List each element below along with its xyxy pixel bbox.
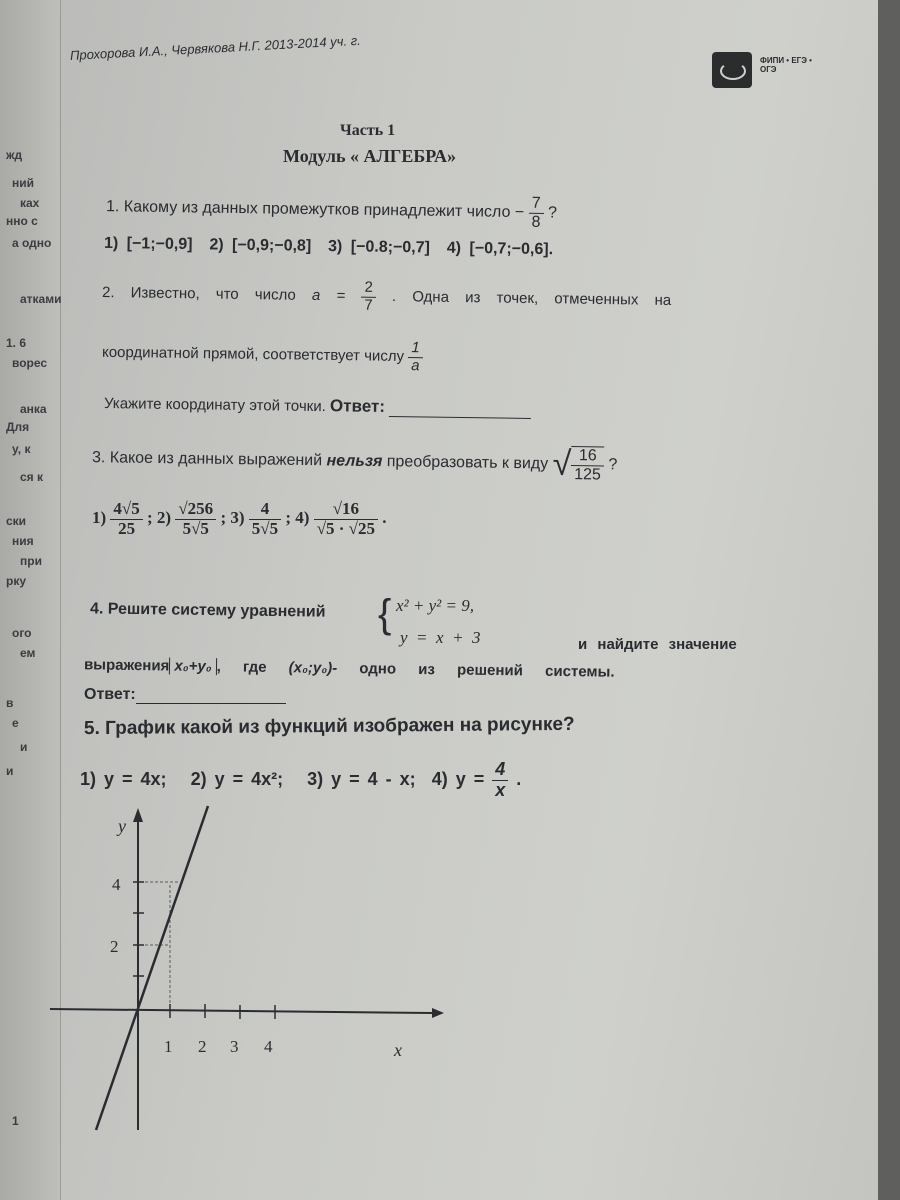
- margin-fragment: атками: [20, 292, 62, 306]
- q2-den2: a: [411, 356, 420, 374]
- q1-fraction: [528, 195, 543, 231]
- q2-denominator: 7: [364, 296, 373, 314]
- margin-fragment: у, к: [12, 442, 31, 456]
- margin-fragment: при: [20, 554, 42, 568]
- q5-opt4-label: 4) y =: [431, 769, 485, 790]
- q3-emphasis: нельзя: [326, 452, 383, 471]
- x-tick-label-3: 3: [230, 1037, 239, 1056]
- question-2: [102, 276, 672, 318]
- q3-opt4-num: √16: [314, 500, 378, 520]
- q4-answer: [84, 686, 286, 704]
- q5-options: [80, 760, 521, 801]
- margin-fragment: нно с: [6, 214, 38, 228]
- function-line: [96, 806, 208, 1130]
- q3-opt3-den: 5√5: [251, 518, 279, 538]
- header-authors: Прохорова И.А., Червякова Н.Г. 2013-2014 уч. г.: [69, 32, 362, 63]
- margin-fragment: 1. 6: [6, 336, 27, 350]
- q1-question-mark: ?: [547, 204, 558, 222]
- q4-text: 4. Решите систему уравнений: [89, 600, 326, 621]
- q3-question-mark: ?: [608, 456, 618, 474]
- q3-text2: преобразовать к виду: [386, 453, 549, 473]
- q2-text4: Укажите координату этой точки.: [103, 395, 326, 416]
- q4-text3: выражения: [83, 656, 170, 675]
- q3-text: 3. Какое из данных выражений: [91, 449, 323, 470]
- q3-opt1-den: 25: [118, 518, 136, 538]
- margin-fragment: 1: [12, 1114, 19, 1128]
- x-tick-label-1: 1: [164, 1037, 173, 1056]
- q4-abs-expr: x₀+y₀: [169, 657, 217, 675]
- question-1: [106, 189, 557, 231]
- q1-option-2: 2) [−0,9;−0,8]: [209, 236, 312, 255]
- q1-options: [104, 235, 553, 259]
- margin-fragment: ках: [20, 196, 40, 210]
- q3-end: .: [382, 508, 387, 528]
- margin-fragment: Для: [6, 420, 30, 434]
- module-title: Модуль « АЛГЕБРА»: [283, 146, 456, 166]
- margin-fragment: ся к: [20, 470, 44, 484]
- q2-fraction-1-over-a: [408, 340, 423, 374]
- q3-opt2-den: 5√5: [182, 518, 209, 538]
- q4-answer-label: Ответ:: [84, 686, 136, 703]
- y-axis-arrow-icon: [133, 808, 143, 822]
- q2-line2: [102, 336, 423, 374]
- q3-opt3-num: 4: [249, 500, 281, 520]
- q3-root-fraction: [571, 446, 604, 484]
- q3-opt1-fraction: [110, 500, 142, 538]
- margin-fragment: анка: [20, 402, 47, 416]
- q2-fraction: [361, 280, 376, 314]
- q3-opt1-num: 4√5: [110, 500, 142, 520]
- q3-opt4-den: √5 · √25: [316, 518, 376, 538]
- q4-line2: [84, 656, 615, 680]
- sqrt-icon: √: [552, 444, 572, 484]
- q3-opt2-num: √256: [175, 500, 216, 520]
- q2-text2: . Одна из точек, отмеченных на: [391, 288, 672, 309]
- margin-fragment: ски: [6, 514, 27, 528]
- q3-opt4-fraction: [314, 500, 378, 538]
- q2-text3: координатной прямой, соответствует числу: [101, 343, 405, 365]
- q3-root-den: 125: [574, 465, 601, 483]
- q3-opt3-label: ; 3): [220, 508, 245, 528]
- q1-option-1: 1) [−1;−0,9]: [103, 234, 193, 254]
- x-tick-label-2: 2: [198, 1037, 207, 1056]
- margin-fragment: а одно: [12, 236, 52, 250]
- x-tick-label-4: 4: [264, 1037, 273, 1056]
- margin-fragment: и: [20, 740, 28, 754]
- q1-option-3: 3) [−0.8;−0,7]: [327, 237, 431, 257]
- q4-eq2: y = x + 3: [400, 628, 481, 647]
- margin-fragment: рку: [6, 574, 27, 588]
- q5-opt2: 2) y = 4x²;: [190, 769, 284, 790]
- q3-options: [92, 500, 387, 538]
- q5-opt4-num: 4: [492, 760, 508, 781]
- question-5: 5. График какой из функций изображен на рисунке?: [83, 713, 575, 740]
- q3-root-num: 16: [571, 447, 604, 466]
- y-tick-label-4: 4: [112, 875, 121, 894]
- q2-line3: [104, 393, 531, 419]
- page-edge-shadow: [878, 0, 900, 1200]
- q2-a-eq: a =: [311, 286, 346, 305]
- margin-fragment: ворес: [12, 356, 48, 370]
- margin-fragment: ний: [12, 176, 35, 190]
- margin-fragment: и: [6, 764, 14, 778]
- y-axis-label: y: [118, 816, 126, 836]
- margin-fragment: ого: [12, 626, 32, 640]
- x-axis-arrow-icon: [432, 1008, 444, 1018]
- q1-minus: −: [514, 203, 525, 222]
- q4-text2: и найдите значение: [578, 636, 737, 653]
- q5-opt3: 3) y = 4 - x;: [307, 769, 416, 790]
- q4-text5: одно из решений системы.: [359, 660, 615, 681]
- q3-opt4-label: ; 4): [285, 508, 310, 528]
- q1-numerator: 7: [529, 195, 544, 214]
- q4-text4: , где: [216, 658, 267, 676]
- fipi-logo-icon: [712, 52, 752, 88]
- question-3: [92, 438, 618, 484]
- q5-opt4-fraction: [492, 760, 508, 801]
- q1-text: 1. Какому из данных промежутков принадлежит число: [105, 198, 511, 221]
- q2-num2: 1: [408, 340, 423, 358]
- margin-fragment: жд: [6, 148, 23, 162]
- x-axis-label: x: [394, 1040, 402, 1060]
- q3-opt3-fraction: [249, 500, 281, 538]
- part-title: Часть 1: [340, 122, 396, 139]
- margin-fragment: ния: [12, 534, 34, 548]
- x-axis: [50, 1009, 432, 1013]
- q5-opt1: 1) y = 4x;: [80, 769, 167, 790]
- q3-opt2-label: ; 2): [147, 508, 172, 528]
- y-tick-label-2: 2: [110, 937, 119, 956]
- margin-fragment: в: [6, 696, 14, 710]
- q3-opt2-fraction: [175, 500, 216, 538]
- q2-numerator: 2: [361, 280, 376, 298]
- q1-option-4: 4) [−0,7;−0,6].: [446, 239, 554, 259]
- margin-fragment: е: [12, 716, 19, 730]
- q5-end: .: [516, 769, 522, 790]
- q4-eq1: x² + y² = 9,: [396, 596, 474, 615]
- q1-denominator: 8: [531, 213, 541, 231]
- q2-answer-label: Ответ:: [329, 396, 386, 416]
- logo-text: ФИПИ • ЕГЭ • ОГЭ: [760, 56, 812, 74]
- q5-opt4-den: x: [495, 779, 506, 800]
- q4-pair: (x₀;y₀)-: [288, 659, 338, 677]
- function-graph: [40, 800, 460, 1140]
- q4-answer-field[interactable]: [136, 703, 286, 704]
- q2-text1: 2. Известно, что число: [101, 283, 296, 304]
- system-brace-icon: {: [378, 592, 392, 636]
- question-4: [90, 600, 326, 621]
- margin-fragment: ем: [20, 646, 36, 660]
- q3-opt1-label: 1): [92, 508, 107, 528]
- q2-answer-field[interactable]: [389, 416, 531, 419]
